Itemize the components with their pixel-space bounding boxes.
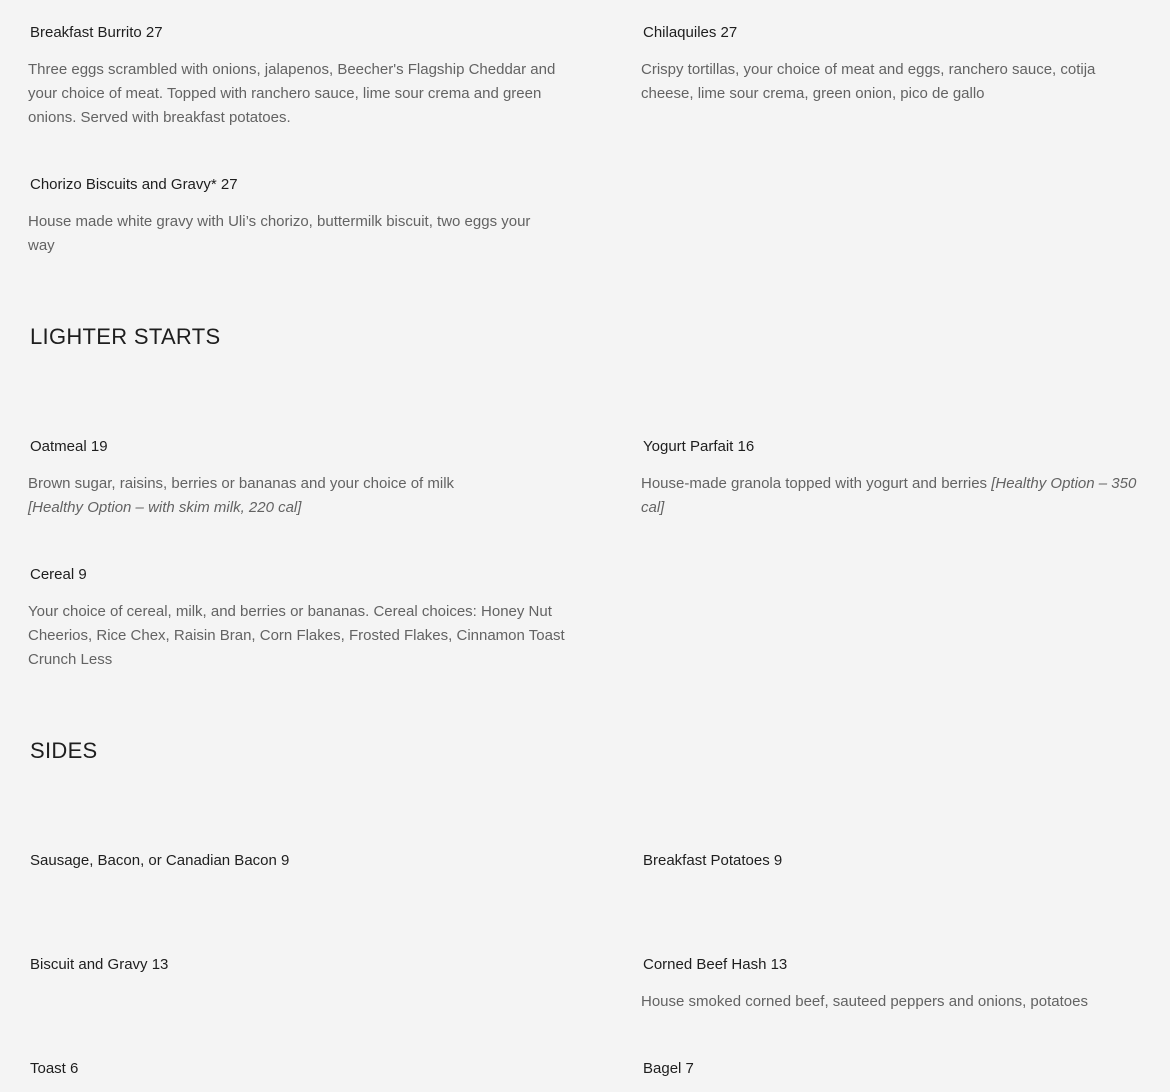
menu-item-description: Your choice of cereal, milk, and berries or bananas. Cereal choices: Honey Nut Cheerios, Rice Chex, Raisin Bran, Corn Flakes, Frosted Flakes, Cinnamon Toast Crunch Less	[28, 603, 565, 668]
menu-item-title: Sausage, Bacon, or Canadian Bacon 9	[30, 852, 290, 869]
menu-item-title: Corned Beef Hash 13	[643, 956, 788, 973]
healthy-option-note: [Healthy Option – with skim milk, 220 cal]	[28, 499, 302, 516]
menu-item-description: Three eggs scrambled with onions, jalapenos, Beecher's Flagship Cheddar and your choice of meat. Topped with ranchero sauce, lime sour crema and green onions. Served with breakfast potatoes.	[28, 61, 556, 126]
menu-item-title: Yogurt Parfait 16	[643, 438, 755, 455]
healthy-option-note: [Healthy Option – 350 cal]	[641, 475, 1137, 516]
menu-item-title: Bagel 7	[643, 1060, 694, 1077]
menu-item-title: Toast 6	[30, 1060, 79, 1077]
menu-item-title: Cereal 9	[30, 566, 87, 583]
menu-item-title: Biscuit and Gravy 13	[30, 956, 169, 973]
menu-item-title: Oatmeal 19	[30, 438, 108, 455]
menu-item-title: Breakfast Burrito 27	[30, 24, 163, 41]
menu-item-title: Breakfast Potatoes 9	[643, 852, 783, 869]
menu-item-title: Chilaquiles 27	[643, 24, 738, 41]
section-heading-sides: SIDES	[30, 738, 98, 763]
description-text: Brown sugar, raisins, berries or bananas and your choice of milk	[28, 475, 455, 492]
section-heading-lighter-starts: LIGHTER STARTS	[30, 324, 221, 349]
menu-item-description	[28, 472, 568, 520]
menu-item-description: Crispy tortillas, your choice of meat and eggs, ranchero sauce, cotija cheese, lime sour crema, green onion, pico de gallo	[641, 61, 1096, 102]
menu-item-title: Chorizo Biscuits and Gravy* 27	[30, 176, 238, 193]
description-text: House-made granola topped with yogurt and berries	[641, 475, 988, 492]
menu-item-description: House smoked corned beef, sauteed peppers and onions, potatoes	[641, 993, 1088, 1010]
menu-item-description	[641, 472, 1146, 520]
menu-item-description: House made white gravy with Uli’s chorizo, buttermilk biscuit, two eggs your way	[28, 213, 531, 254]
